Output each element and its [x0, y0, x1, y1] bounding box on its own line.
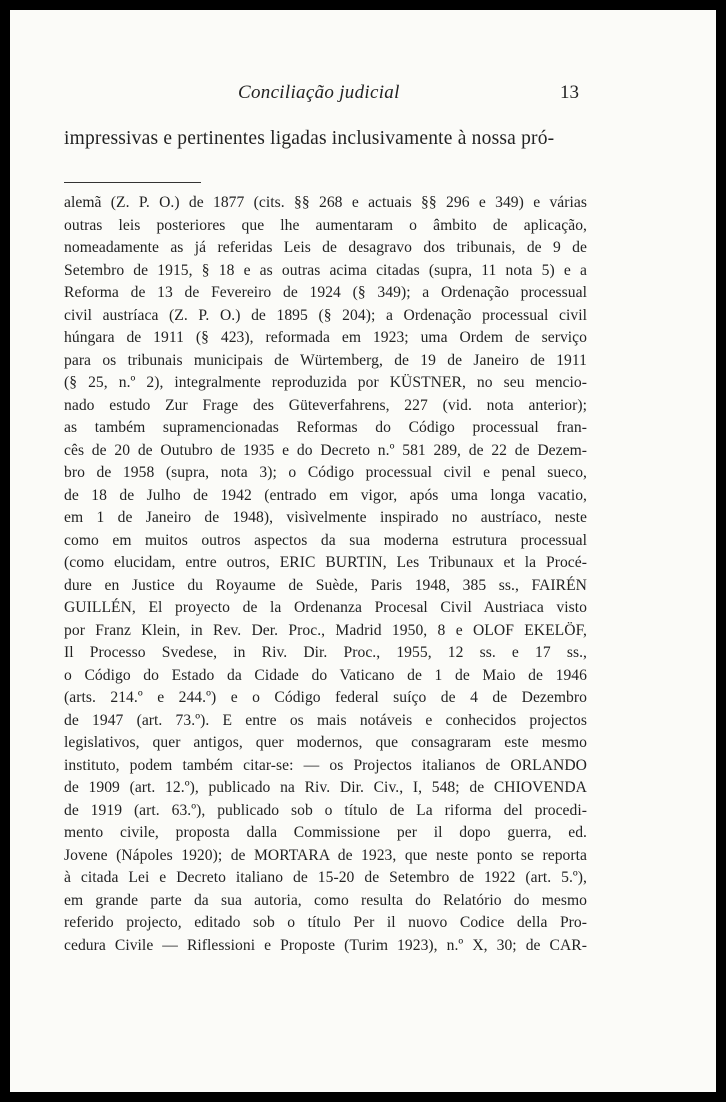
- body-text-line: impressivas e pertinentes ligadas inclusivamente à nossa pró-: [64, 128, 555, 149]
- page-number: 13: [560, 82, 579, 103]
- footnote-rule: [64, 182, 201, 183]
- footnote-line: (como elucidam, entre outros, ERIC BURTIN, Les Tribunaux et la Procé-: [64, 554, 587, 571]
- footnote-line: outras leis posteriores que lhe aumentaram o âmbito de aplicação,: [64, 216, 587, 234]
- footnote-line: (§ 25, n.º 2), integralmente reproduzida por KÜSTNER, no seu mencio-: [64, 374, 587, 391]
- footnote-line: de 1919 (art. 63.º), publicado sob o título de La riforma del procedi-: [64, 801, 587, 819]
- footnote-line: em grande parte da sua autoria, como resulta do Relatório do mesmo: [64, 891, 587, 909]
- footnote-line: Il Processo Svedese, in Riv. Dir. Proc., 1955, 12 ss. e 17 ss.,: [64, 644, 587, 661]
- footnote-line: cês de 20 de Outubro de 1935 e do Decreto n.º 581 289, de 22 de Dezem-: [64, 441, 587, 459]
- footnote-line: GUILLÉN, El proyecto de la Ordenanza Procesal Civil Austriaca visto: [64, 599, 587, 616]
- footnote-line: bro de 1958 (supra, nota 3); o Código processual civil e penal sueco,: [64, 464, 587, 481]
- footnote-line: referido projecto, editado sob o título Per il nuovo Codice della Pro-: [64, 914, 587, 931]
- footnote-line: Setembro de 1915, § 18 e as outras acima citadas (supra, 11 nota 5) e a: [64, 261, 587, 279]
- footnote-line: o Código do Estado da Cidade do Vaticano de 1 de Maio de 1946: [64, 666, 587, 684]
- footnote-line: Reforma de 13 de Fevereiro de 1924 (§ 349); a Ordenação processual: [64, 284, 587, 301]
- footnote-line: (arts. 214.º e 244.º) e o Código federal suíço de 4 de Dezembro: [64, 689, 587, 706]
- footnote-line: Jovene (Nápoles 1920); de MORTARA de 1923, que neste ponto se reporta: [64, 846, 587, 864]
- footnote-line: legislativos, quer antigos, quer modernos, que consagraram este mesmo: [64, 734, 587, 751]
- running-head: [10, 78, 716, 114]
- footnote-line: cedura Civile — Riflessioni e Proposte (Turim 1923), n.º X, 30; de CAR-: [64, 936, 587, 954]
- footnote-line: para os tribunais municipais de Würtemberg, de 19 de Janeiro de 1911: [64, 351, 587, 369]
- footnote-line: como em muitos outros aspectos da sua moderna estrutura processual: [64, 531, 587, 549]
- footnote-line: as também supramencionadas Reformas do Código processual fran-: [64, 419, 587, 436]
- footnote-line: húngara de 1911 (§ 423), reformada em 1923; uma Ordem de serviço: [64, 329, 587, 346]
- footnote-line: de 18 de Julho de 1942 (entrado em vigor, após uma longa vacatio,: [64, 486, 587, 504]
- footnote-line: por Franz Klein, in Rev. Der. Proc., Madrid 1950, 8 e OLOF EKELÖF,: [64, 621, 587, 639]
- footnote-line: alemã (Z. P. O.) de 1877 (cits. §§ 268 e actuais §§ 296 e 349) e várias: [64, 194, 587, 211]
- footnote-line: dure en Justice du Royaume de Suède, Paris 1948, 385 ss., FAIRÉN: [64, 576, 587, 594]
- footnote-block: [64, 192, 587, 957]
- running-title: Conciliação judicial: [238, 82, 400, 103]
- book-page: [10, 10, 716, 1092]
- footnote-line: instituto, podem também citar-se: — os Projectos italianos de ORLANDO: [64, 756, 587, 774]
- footnote-line: de 1947 (art. 73.º). E entre os mais notáveis e conhecidos projectos: [64, 711, 587, 729]
- footnote-line: mento civile, proposta dalla Commissione per il dopo guerra, ed.: [64, 824, 587, 841]
- footnote-line: nado estudo Zur Frage des Güteverfahrens, 227 (vid. nota anterior);: [64, 396, 587, 414]
- footnote-line: em 1 de Janeiro de 1948), visìvelmente inspirado no austríaco, neste: [64, 509, 587, 526]
- footnote-line: à citada Lei e Decreto italiano de 15-20 de Setembro de 1922 (art. 5.º),: [64, 869, 587, 886]
- footnote-line: nomeadamente as já referidas Leis de desagravo dos tribunais, de 9 de: [64, 239, 587, 256]
- footnote-line: de 1909 (art. 12.º), publicado na Riv. Dir. Civ., I, 548; de CHIOVENDA: [64, 779, 587, 796]
- footnote-line: civil austríaca (Z. P. O.) de 1895 (§ 204); a Ordenação processual civil: [64, 306, 587, 324]
